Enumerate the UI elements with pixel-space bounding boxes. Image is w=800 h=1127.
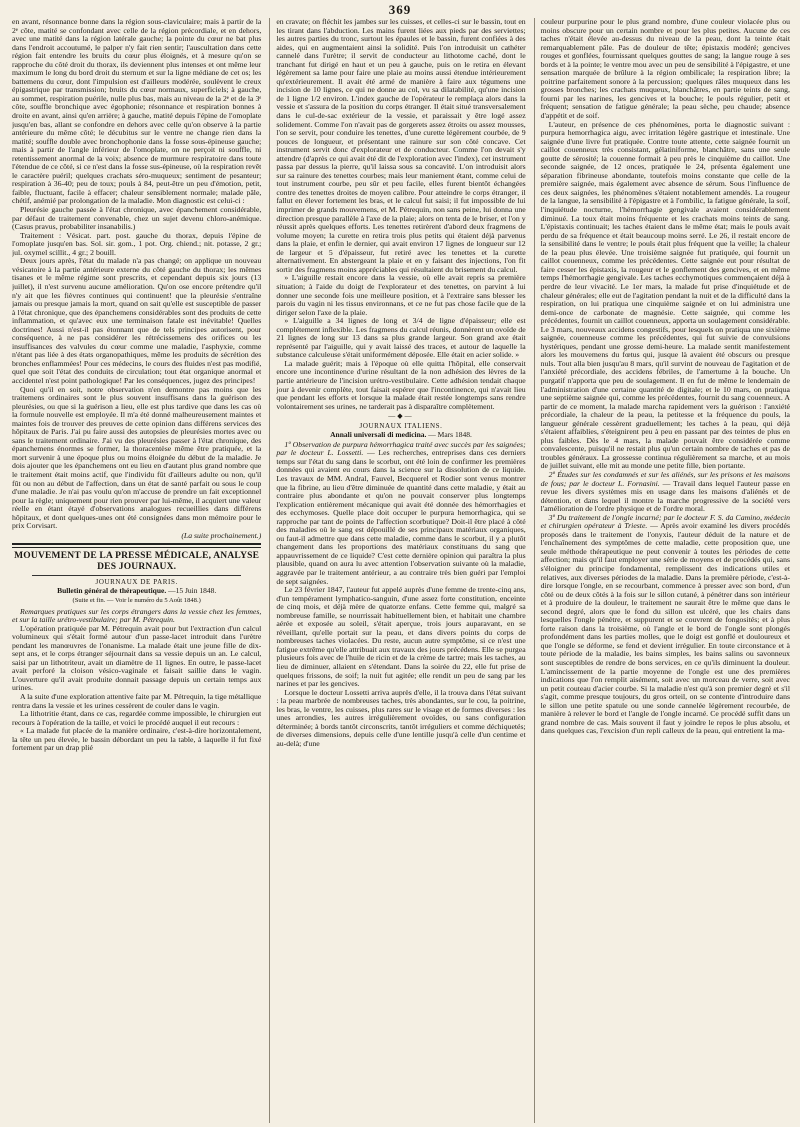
item-text: — Après avoir examiné les divers procédés proposés dans le traitement de l'onyxis, l'auteur déduit de la nature et de l'enchaînement des symptômes de cette maladie, cette proposition que, une seule méthode thérapeutique ne peut convenir à toutes les périodes de cette affection; mais qu'il faut employer une série de moyens et de procédés qui, sans s'éloigner du principe fondamental, remplissent des indications utiles et relatives, aux diverses périodes de la maladie. Dans la première période, c'est-à-dire lorsque l'ongle, en se recourbant, commence à presser avec son bord, d'un côté ou de deux côtés à la fois sur le sillon cutané, à pénétrer dans son intérieur et à produire de la douleur, le traitement ne saurait être le même que dans le second degré, alors que le fond du sillon est ulcéré, que les chairs dans lesquelles l'ongle pénètre, et suppurent et se couvrent de fongosités; et à plus forte raison dans la troisième, où l'angle et le bord de l'ongle sont plongés profondément dans les parties molles, que le doigt est gonflé et douloureux et que l'ongle se déforme, se fend et devient irrégulier. En toute circonstance et à toute période de la maladie, les bains simples, les bains salins ou savonneux sont susceptibles de rendre de bons services, en ce qu'ils diminuent la douleur. L'amincissement de la partie moyenne de l'ongle est une des premières indications que l'on remplit aisément, soit avec un morceau de verre, soit avec un petit couteau d'acier courbe. Si la maladie n'est qu'à son premier degré et s'il s'agit, comme presque toujours, du gros orteil, on se contente d'introduire dans le sillon une petite spatule ou une sonde cannelée légèrement recourbée, de manière à relever le bord et l'angle de l'ongle incarné. Ce procédé suffit dans un grand nombre de cas. Mais souvent il faut y joindre le repos le plus absolu, et dans quelques cas, l'excision d'un repli calleux de la peau, qui entretient la ma- [540,521,790,736]
section-divider [12,543,261,548]
item-text: — Travail dans lequel l'auteur passe en revue les divers systèmes mis en usage dans les maisons d'aliénés et de détention, et dans lequel il montre la marche progressive de la société vers l'amélioration de l'ordre physique et de l'ordre moral. [540,478,790,514]
paragraph: A la suite d'une exploration attentive faite par M. Pétrequin, la tige métallique rentra dans la vessie et les urines cessèrent de couler dans le vagin. [12,691,262,710]
paragraph: Lorsque le docteur Lossetti arriva auprès d'elle, il la trouva dans l'état suivant : la peau marbrée de nombreuses taches, très abondantes, sur le cou, la poitrine, les bras, le ventre, les cuisses, plus rares sur le visage et de formes diverses : les unes arrondies, les autres irrégulièrement ovoïdes, ou sans configuration déterminée; à bords tantôt circonscrits, tantôt irréguliers et comme déchiquetés; de diverses dimensions, depuis celle d'une lentille jusqu'à celle d'un centime et au-delà; d'une [276,687,526,748]
text-columns [12,18,790,1123]
column-2 [269,18,525,1123]
column-1 [12,18,261,1123]
item-title: 2º Études sur les condamnés et sur les aliénés, sur les prisons et les maisons de fous; par le docteur L. Fornasini. [540,469,790,488]
journal-note: (Suite et fin. — Voir le numéro du 5 Août 1848.) [72,596,201,604]
item-title: 3º Du traitement de l'ongle incarné; par le docteur F. S. da Camino, médecin et chirurgien opérateur à Trieste. [540,512,790,531]
continued-note: (La suite prochainement.) [181,530,262,540]
paragraph: Pleurésie gauche passée à l'état chronique, avec épanchement considérable, par défaut de traitement convenable, chez un sujet devenu chloro-anémique. (Casus pravus, probabiliter insanabilis.) [12,205,262,232]
paragraph: » L'aiguille restait encore dans la vessie, où elle avait repris sa première situation; à l'aide du doigt de l'explorateur et des tenettes, on parvint à lui donner une seconde fois une meilleure position, et à l'extraire sans blesser les parois du vagin ni les tissus environnans, et ce ne fut pas chose facile que de la diriger selon l'axe de la plaie. [276,273,526,317]
paragraph: La lithotritie étant, dans ce cas, regardée comme impossible, le chirurgien eut recours à l'opération de la taille, et voici le procédé auquel il eut recours : [12,709,262,727]
section-title: MOUVEMENT DE LA PRESSE MÉDICALE, ANALYSE DES JOURNAUX. [14,550,260,572]
paragraph: Le 23 février 1847, l'auteur fut appelé auprès d'une femme de trente-cinq ans, d'un tempérament lymphatico-sanguin, d'une assez forte constitution, enceinte de cinq mois, et déjà mère de quatorze enfans. Cette femme qui, malgré sa nombreuse famille, se nourrissait habituellement bien, et habitait une chambre aérée et exposée au soleil, s'était aperçue, trois jours auparavant, en se réveillant, qu'elle portait sur la peau, et dans divers points du corps de nombreuses taches violacées. Du reste, aucun autre symptôme, si ce n'est une fatigue extrême qu'elle attribuait aux travaux des jours précédens. Elle se purgea plusieurs fois avec de l'huile de ricin et de la crème de tartre; mais les taches, au lieu de diminuer, allaient en s'étendant. Dans la soirée du 22, elle fut prise de quelques frissons, de soif; la nuit fut agitée; elle rendit un peu de sang par les narines et par les gencives. [276,585,526,689]
paragraph: L'auteur, en présence de ces phénomènes, porta le diagnostic suivant : purpura hemorrhagica aigu, avec irritation légère gastrique et intestinale. Une saignée d'une livre fut pratiquée. Contre toute attente, cette saignée fournit un caillot couenneux très consistant, gélatiniforme, blanchâtre, sans une seule goutte de sérosité; la couenne formait à peu près le cinquième du caillot. Une seconde saignée, de 12 onces, pratiquée le 24, présenta également une séparation fibrineuse abondante, toutefois moins constante que celle de la première saignée, mais également avec absence de sérum. Sous l'influence de ces deux saignées, les phénomènes s'étaient notablement amendés. La rougeur de la langue, la sensibilité à l'épigastre et à l'ombilic, la fatigue générale, la soif, l'inquiétude nocturne, l'hémorrhagie gengivale avaient considérablement diminué. La toux était moins fréquente et les crachats moins teints de sang. L'épistaxis continuait; les taches étaient dans le même état; mais le pouls avait perdu de sa fréquence et était beaucoup moins serré. Le 26, il restait encore de la sensibilité dans le ventre; le pouls était plus fréquent que la veille; la chaleur de la peau plus élevée. Une troisième saignée fut pratiquée, qui fournit un caillot couenneux, comme les précédentes. Cette saignée eut pour résultat de faire cesser les épistaxis, la rougeur et le gonflement des gencives, et en même temps l'hémorrhagie gengivale. Les taches ecchymotiques commençaient déjà à perdre de leur vivacité. Le 1er mars, la malade fut prise d'inquiétude et de chaleur générales; elle eut de l'agitation pendant la nuit et de la difficulté dans la respiration, on lui pratiqua une cinquième saignée et on lui administra une demi-once de carbonate de magnésie. Cette saignée, qui comme les précédentes, fournit un caillot couenneux, apporta un soulagement considérable. Le 3 mars, nouveaux accidens congestifs, pour lesquels on pratiqua une sixième saignée, couenneuse comme les précédentes, qui fut suivie de convulsions hystériques, pendant une grosse demi-heure. La malade sentit manifestement alors les mouvemens du fœtus qui, jusque là avaient été obscurs ou presque nuls. Tout alla bien jusqu'au 8 mars, qu'il survint de nouveau de l'agitation et de l'anxiété précordiale, des accidens fébriles, de l'amertume à la bouche. Un purgatif n'apporta que peu de soulagement. Il en fut de même le lendemain de l'administration d'une certaine quantité de digitale; et le 10 mars, on pratiqua une septième saignée qui, comme les précédentes, fournit du sang couenneux. A partir de ce moment, la malade marcha rapidement vers la guérison : l'anxiété précordiale, la chaleur de la peau, la petitesse et la fréquence du pouls, la langueur générale cessèrent graduellement; les taches à la peau, qui déjà s'étaient affaiblies, s'éteignirent peu à peu en passant par des teintes de plus en plus faibles. Dès le 4 mars, la malade pouvait être considérée comme convalescente, puisqu'il ne restait plus qu'un certain nombre de taches et pas de troubles généraux. La grossesse continua régulièrement sa marche, et au mois de juillet suivant, elle mit au monde une petite fille, bien portante. [540,119,790,471]
paragraph: Deux jours après, l'état du malade n'a pas changé; on applique un nouveau vésicatoire à la partie antérieure externe du côté gauche du thorax; les mêmes tisanes et le même régime sont prescrits, et cependant depuis six jours (13 juillet), il n'est survenu aucune amélioration. Qu'on ose encore prétendre qu'il n'y ait que les fièvres continues qui continuent! que la pleurésie s'entraîne jamais ou presque jamais la mort, quand on sait qu'elle est susceptible de passer à l'état chronique, que des épanchemens considérables sont des produits de cette inflammation, et qu'avec eux une terminaison fatale est inévitable! Quelles doctrines! Aussi n'est-il pas étonnant que de tels principes autorisent, pour conséquence, à ne pas considérer les rétrécissemens des orifices ou les insuffisances des valvules du cœur comme une maladie, l'asphyxie, comme n'étant pas liée à des états organopathiques, même les produits de sécrétion des bronches enflammées! Pour ces médecins, le cours des fluides n'est pas modifié, quel que soit l'état des conduits de circulation; tout état organique anormal et accidentel n'est point pathologique! Par les conséquences, jugez des principes! [12,256,262,385]
column-3 [534,18,790,1123]
paragraph: en cravate; on fléchit les jambes sur les cuisses, et celles-ci sur le bassin, tout en les tirant dans l'abduction. Les mains furent liées aux pieds par des serviettes; les autres parties du tronc, surtout les épaules et le bassin, furent confiées à des aides, qui en augmentaient ainsi la solidité. Puis l'on introduisit un cathéter cannelé dans l'urètre; il servit de conducteur au lithotome caché, dont le tranchant fut dirigé en haut et un peu à gauche, puis on le retira en élevant légèrement sa lame pour faire une plaie au moins aussi étendue intérieurement qu'extérieurement. Il avait été armé de manière à faire aux tégumens une incision de 10 lignes, ce qui ne donne au col, vu sa dilatabilité, qu'une incision de 1 ligne 1/2 environ. L'index gauche de l'opérateur le remplaça alors dans la vessie et s'assura de la position du corps étranger. Il était situé transversalement dans le cul-de-sac extérieur de la vessie, et paraissait y être logé assez solidement. Comme l'on n'avait pas de gorgerets assez étroits ou assez mousses, l'on se servit, pour conduire les tenettes, d'une curette légèrement courbée, de 9 pouces de longueur, et présentant une rainure sur son côté concave. Cet instrument servit donc d'explorateur et de conducteur. Comme l'on devait s'y attendre (d'après ce qui avait été dit de l'exploration avec l'index), cet instrument passa par dessus la pierre, qu'il laissa sous sa concavité. L'on introduisit alors sur sa rainure des tenettes courbes; mais leur maniement étant, comme celui de tout instrument courbe, peu sûr et peu facile, elles furent bientôt échangées contre des tenettes droites de moyen calibre. Pour atteindre le corps étranger, il fallut en élever fortement les bras, et le calcul fut saisi; il fut impossible de lui imprimer de grands mouvemens, et M. Pétrequin, non sans peine, lui donna une direction presque parallèle à l'axe de la plaie; alors on tenta de le briser, et l'on y réussit après quelques efforts. Les tenettes retirèrent d'abord deux fragmens de volume moyen; la curette en retira trois plus petits qui étaient déjà parvenus dans la plaie, et enfin le dernier, qui avait environ 17 lignes de longueur sur 12 de largeur et 5 d'épaisseur, fut retiré avec les tenettes et la curette alternativement. En abstergeant la plaie et en y faisant des injections, l'on fit sortir des fragmens moins appréciables qui résultaient du brisement du calcul. [276,18,526,274]
journal-heading [12,587,261,596]
subheading: JOURNAUX ITALIENS. [359,421,443,430]
journal-name: Bulletin général de thérapeutique. [57,586,167,596]
ornament-divider: —◆— [388,412,414,421]
journal-date: —15 Juin 1848. [168,586,217,596]
journal-date: — Mars 1848. [428,430,472,440]
subheading: JOURNAUX DE PARIS. [95,577,178,586]
paragraph: couleur purpurine pour le plus grand nombre, d'une couleur violacée plus ou moins obscure pour un certain nombre et pour les plus petites. Aucune de ces taches n'était élevée au-dessus du niveau de la peau, dont la teinte était remarquablement pâle. Pas de douleur de tête; épistaxis modéré; gencives rouges et gonflées, fournissant quelques gouttes de sang; la langue rouge à ses bords et à la pointe; le ventre mou avec un peu de sensibilité à l'épigastre, et une sensation marquée de brûlure à la région ombilicale; la respiration libre; la poitrine parfaitement sonore à la percussion; quelques râles muqueux dans les grosses bronches; les crachats muqueux, blanchâtres, en partie teints de sang, fourni par les narines, les gencives et la bouche; le pouls régulier, petit et fréquent; sensation de fatigue générale; la peau sèche, peu chaude; absence d'appétit et de soif. [540,18,790,121]
title-divider [32,575,241,576]
list-item [541,514,790,736]
article-title [276,441,525,586]
paragraph: L'opération pratiquée par M. Pétrequin avait pour but l'extraction d'un calcul volumineux qui s'était formé autour d'un passe-lacet introduit dans l'urètre pendant les manœuvres de l'onanisme. La malade était une jeune fille de dix-sept ans, et le corps étranger séjournait dans sa vessie depuis un an. Le calcul, saisi par un lithotriteur, avait un diamètre de 11 lignes. En outre, le passe-lacet avait perforé la cloison vésico-vaginale et faisait saillie dans le vagin. L'ouverture qu'il avait produite donnait passage depuis un certain temps aux urines. [12,623,262,693]
paragraph: en avant, résonnance bonne dans la région sous-claviculaire; mais à partir de la 2ᵉ côte, matité se confondant avec celle de la région précordiale, et en dehors, avec une matité dans la région latérale gauche; la pointe du cœur ne bat plus dans l'endroit accoutumé, le palper n'y fait rien sentir; l'auscultation dans cette région fait entendre les bruits du cœur plus éloignés, et à mesure qu'on se rapproche du côté droit du thorax, ils deviennent plus intenses et ont même leur maximum le long du bord droit du sternum et sur la ligne médiane de cet os; les battemens du cœur, dont l'impulsion est d'ailleurs modérée, soulèvent le creux épigastrique par transmission; bruits du cœur normaux, superficiels; à gauche, au sommet, respiration puérile, nulle plus bas, mais au niveau de la 2ᵉ et de la 3ᵉ côte, souffle bronchique avec égophonie; résonnance et respiration bonnes à droite en avant, ainsi qu'en arrière; à gauche, matité depuis l'épine de l'omoplate jusqu'en bas, allant se confondre en dehors avec celle qu'on observe à la partie antérieure du même côté; le décubitus sur le ventre ne change rien dans la matité; souffle double avec bronchophonie dans la fosse sous-épineuse gauche; mais à partir de l'angle inférieur de l'omoplate, on ne perçoit ni souffle, ni retentissement anormal de la voix; absence de murmure respiratoire dans toute l'étendue de ce côté, si ce n'est dans la fosse sus-épineuse, où la respiration revêt le caractère puéril; quelques crachats séro-muqueux; sentiment de pesanteur; respiration à 36-40; peu de toux; pouls à 84, peut-être un peu d'émotion, petit, faible, fluctuant, facile à effacer; chaleur sensiblement normale; malade pâle, chétif, anémié par prolongation de la maladie. Mon diagnostic est celui-ci : [12,18,262,206]
paragraph: » L'aiguille a 34 lignes de long et 3/4 de ligne d'épaisseur; elle est complétement inflexible. Les fragmens du calcul réunis, donnèrent un ovoïde de 21 lignes de long sur 13 dans sa plus grande largeur. Son grand axe était représenté par l'aiguille, qui y avait laissé des traces, et autour de laquelle la substance calculeuse s'était uniformément déposée. Elle était en acier solide. » [276,316,526,360]
paragraph: Traitement : Vésicat. part. post. gauche du thorax, depuis l'épine de l'omoplate jusqu'en bas. Sol. sir. gom., 1 pot. Org. chiend.; nit. potasse, 2 gr.; jul. oxymel scillit., 4 gr.; 2 bouill. [12,230,262,257]
paragraph: La malade guérit; mais à l'époque où elle quitta l'hôpital, elle conservait encore une incontinence d'urine résultant de la non adhésion des lèvres de la partie antérieure de l'incision urétro-vestibulaire. Cette adhésion tendait chaque jour à devenir complète, tout faisait espérer que l'incontinence, qui n'avait lieu que pendant les efforts et lorsque la malade était restée longtemps sans rendre volontairement ses urines, ne tarderait pas à disparaître complètement. [276,358,526,411]
journal-heading [276,431,525,440]
page-number: 369 [388,2,412,17]
paragraph: « La malade fut placée de la manière ordinaire, c'est-à-dire horizontalement, la tête un peu élevée, le bassin débordant un peu la table, à laquelle il fut fixé fortement par un drap plié [12,726,262,753]
paragraph: Quoi qu'il en soit, notre observation n'en demontre pas moins que les traitemens ordinaires sont le plus souvent insuffisans dans la guérison des pleurésies, ou que si la guérison a lieu, elle est plus tardive que dans les cas où la formule nouvelle est employée. Il m'a été donné malheureusement maintes et maintes fois de trouver des preuves de cette opinion dans différens services des hôpitaux de Paris. J'ai pu faire aussi des autopsies de pleurésies mortes avec ou sans le traitement ordinaire. J'ai vu des pleurésies passer à l'état chronique, des épanchemens énormes se former, la thoracentèse même être pratiquée, et la mort survenir à une époque plus ou moins éloignée du début de la maladie. Je dois ajouter que les épanchemens ont eu lieu en d'autant plus grand nombre que le traitement était moins actif, que l'individu fût d'ailleurs adulte ou non, qu'il fût ou non au début de l'affection, dans un état de santé parfait ou sous le coup d'une maladie. Je n'ai pas voulu qu'on m'accuse de prendre un fait exceptionnel pour la règle; uniquement pour rien prouver par lui-même, il acquiert une valeur réelle en étant étayé d'observations analogues recueillies dans différens hôpitaux, et dont quelques-unes ont été consignées dans mon mémoire pour le prix Corvisart. [12,384,262,531]
paragraph: — Les recherches, entreprises dans ces derniers temps sur l'état du sang dans le scorbut, ont été loin de confirmer les premières données qui avaient eu cours dans la science sur la dissolution de ce liquide. Les travaux de MM. Andral, Fauvel, Becquerel et Rodier sont venus montrer que la fibrine, au lieu d'être diminuée de quantité dans cette maladie, y était au contraire plus abondante et qu'on ne pouvait conserver plus longtemps l'explication entièrement mécanique qui avait été donnée des hémorrhagies et des ecchymoses. Quelle place doit occuper le purpura hemorrhagica, qui se rapproche par tant de points de l'affection scorbutique? Doit-il être placé à côté des maladies où le sang est dépouillé de ses principaux matériaux organiques, ou faut-il admettre que dans cette maladie, comme dans le scorbut, il y a plutôt changement dans les proportions des matériaux constituans du sang que appauvrissement de ce liquide? C'est cette dernière opinion qui paraîtra la plus plausible, quand on aura lu avec attention l'observation suivante où la maladie, aggravée par le traitement antérieur, a au contraire très bien guéri par l'emploi de sept saignées. [276,448,526,586]
article-title-text: 1º Observation de purpura hémorrhagica traité avec succès par les saignées; par le docteur L. Lossetti. [276,439,526,458]
article-title: Remarques pratiques sur les corps étrangers dans la vessie chez les femmes, et sur la taille urétro-vestibulaire; par M. Pétrequin. [12,606,262,625]
journal-name: Annali universali di medicina. [330,430,427,440]
list-item [541,471,790,514]
